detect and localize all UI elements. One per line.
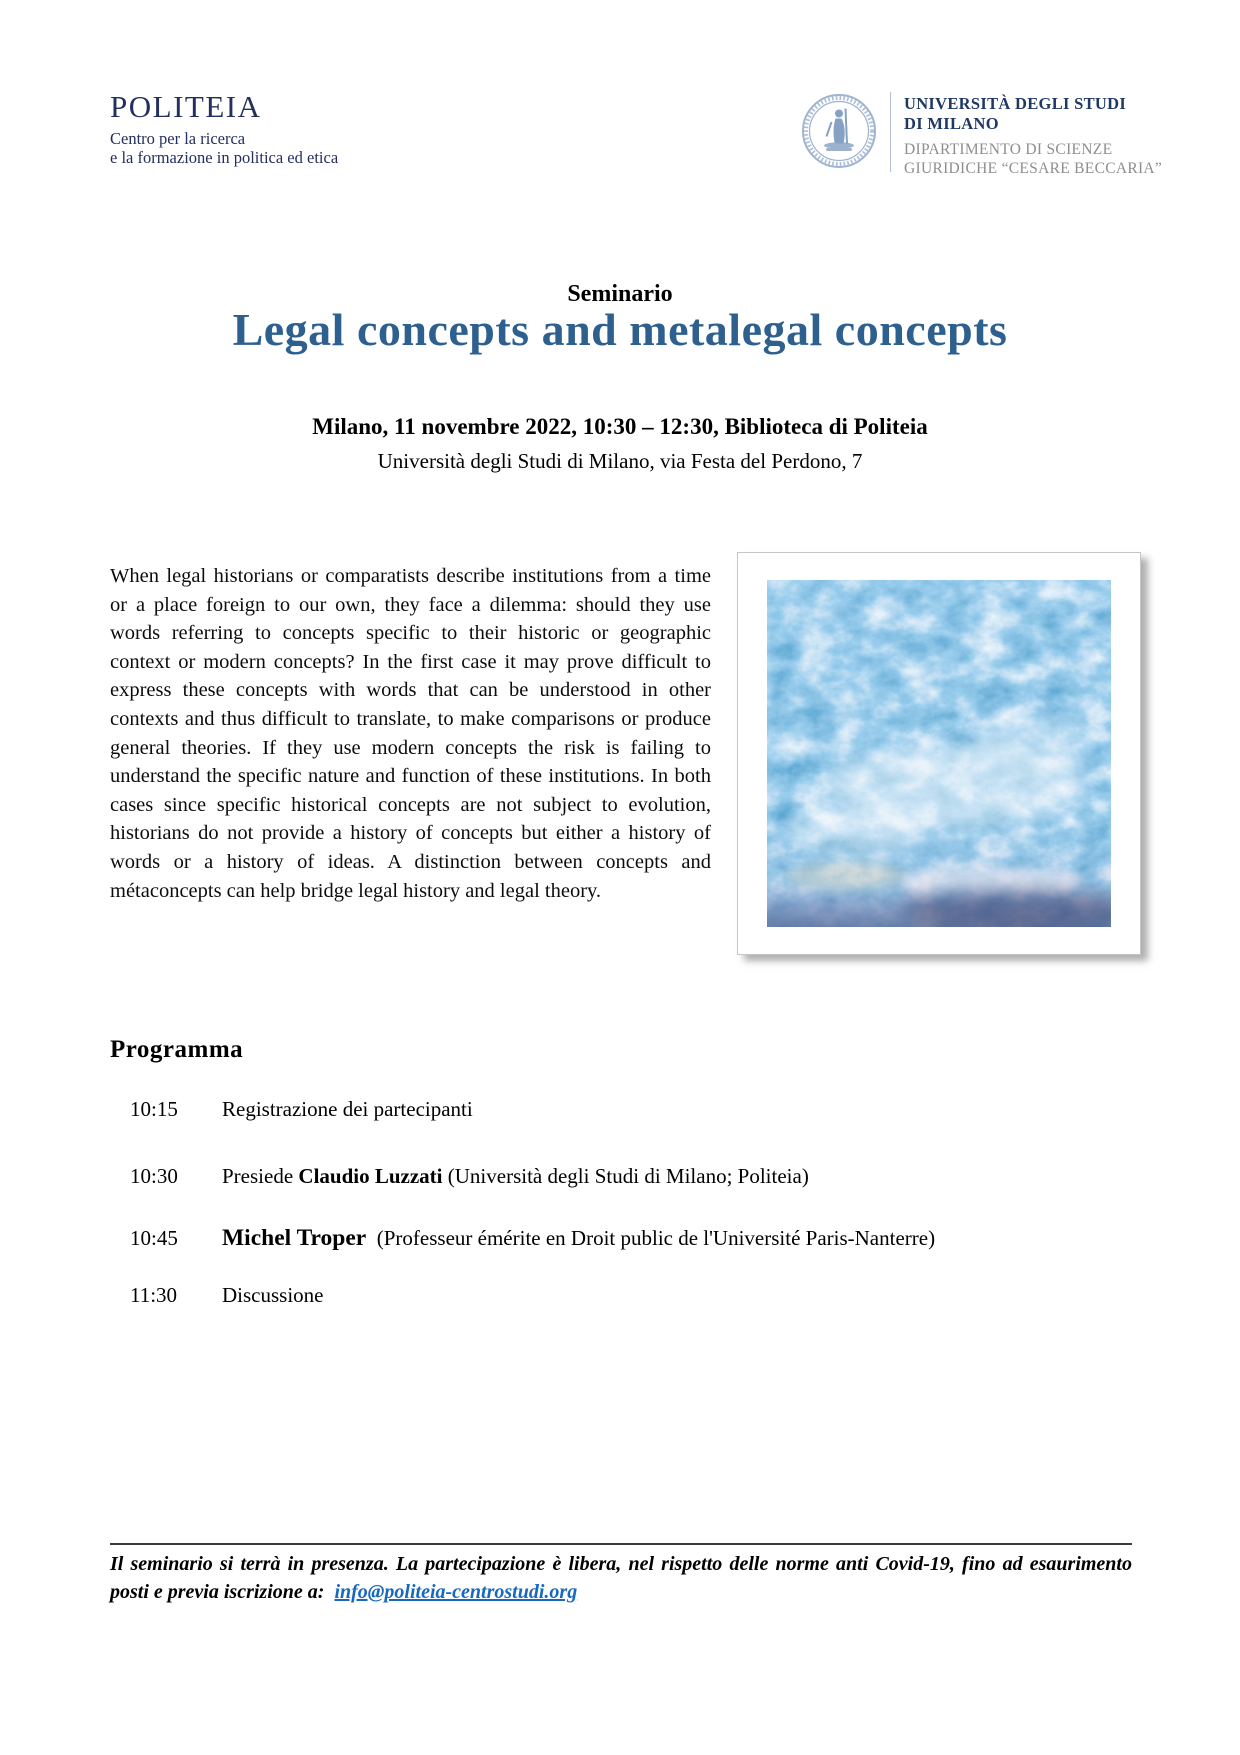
program-entry-post: (Università degli Studi di Milano; Politeia) <box>442 1164 809 1188</box>
unimi-logo-divider <box>890 92 891 172</box>
program-entry <box>222 1164 809 1189</box>
program-time: 10:15 <box>130 1097 178 1121</box>
footer-note <box>110 1551 1132 1606</box>
unimi-seal-icon <box>800 92 878 170</box>
seminar-venue-line: Università degli Studi di Milano, via Festa del Perdono, 7 <box>377 449 863 473</box>
program-entry-post: (Professeur émérite en Droit public de l'Université Paris-Nanterre) <box>366 1226 936 1250</box>
program-entry-pre: Registrazione dei partecipanti <box>222 1097 473 1121</box>
program-entry <box>222 1226 935 1251</box>
program-row <box>130 1097 473 1122</box>
program-entry <box>222 1097 473 1122</box>
program-time: 10:30 <box>130 1164 178 1188</box>
unimi-dept-line2: GIURIDICHE “CESARE BECCARIA” <box>904 159 1163 177</box>
footer-email-link[interactable]: info@politeia-centrostudi.org <box>334 1580 578 1603</box>
seminar-title: Legal concepts and metalegal concepts <box>232 304 1008 355</box>
unimi-name-line1: UNIVERSITÀ DEGLI STUDI <box>904 94 1127 113</box>
unimi-logo-text <box>904 92 1162 178</box>
program-entry-pre: Presiede <box>222 1164 299 1188</box>
program-row <box>130 1283 324 1308</box>
unimi-name-line2: DI MILANO <box>904 113 999 133</box>
seminar-date-line: Milano, 11 novembre 2022, 10:30 – 12:30, Biblioteca di Politeia <box>312 414 928 439</box>
politeia-logo <box>110 90 338 167</box>
footer-note-text: Il seminario si terrà in presenza. La partecipazione è libera, nel rispetto delle norme anti Covid-19, fino ad esaurimento posti e previa iscrizione a: <box>110 1553 1132 1603</box>
program-entry-pre: Discussione <box>222 1283 324 1307</box>
program-entry-name: Claudio Luzzati <box>298 1164 443 1188</box>
politeia-wordmark: POLITEIA <box>110 89 262 124</box>
abstract-paragraph: When legal historians or comparatists describe institutions from a time or a place foreign to our own, they face a dilemma: should they use words referring to concepts specific to their historic or geographic context or modern concepts? In the first case it may prove difficult to express these concepts with words that can be understood in other contexts and thus difficult to translate, to make comparisons or produce general theories. If they use modern concepts the risk is failing to understand the specific nature and function of these institutions. In both cases since specific historical concepts are not subject to evolution, historians do not provide a history of concepts but either a history of words or a history of ideas. A distinction between concepts and métaconcepts can help bridge legal history and legal theory. <box>110 565 711 902</box>
abstract-painting-image <box>767 580 1111 927</box>
program-entry <box>222 1283 324 1308</box>
program-time: 10:45 <box>130 1226 178 1250</box>
program-row <box>130 1164 809 1189</box>
politeia-subtitle-line2: e la formazione in politica ed etica <box>110 148 339 167</box>
unimi-logo <box>800 92 1162 178</box>
program-heading: Programma <box>110 1036 244 1063</box>
program-row <box>130 1226 935 1251</box>
footer-divider <box>110 1543 1132 1545</box>
artwork-frame <box>737 552 1141 955</box>
seminar-kicker: Seminario <box>567 281 673 307</box>
unimi-dept-line1: DIPARTIMENTO DI SCIENZE <box>904 141 1113 158</box>
program-time: 11:30 <box>130 1283 178 1307</box>
politeia-subtitle-line1: Centro per la ricerca <box>110 129 246 148</box>
program-entry-name: Michel Troper <box>222 1225 367 1251</box>
